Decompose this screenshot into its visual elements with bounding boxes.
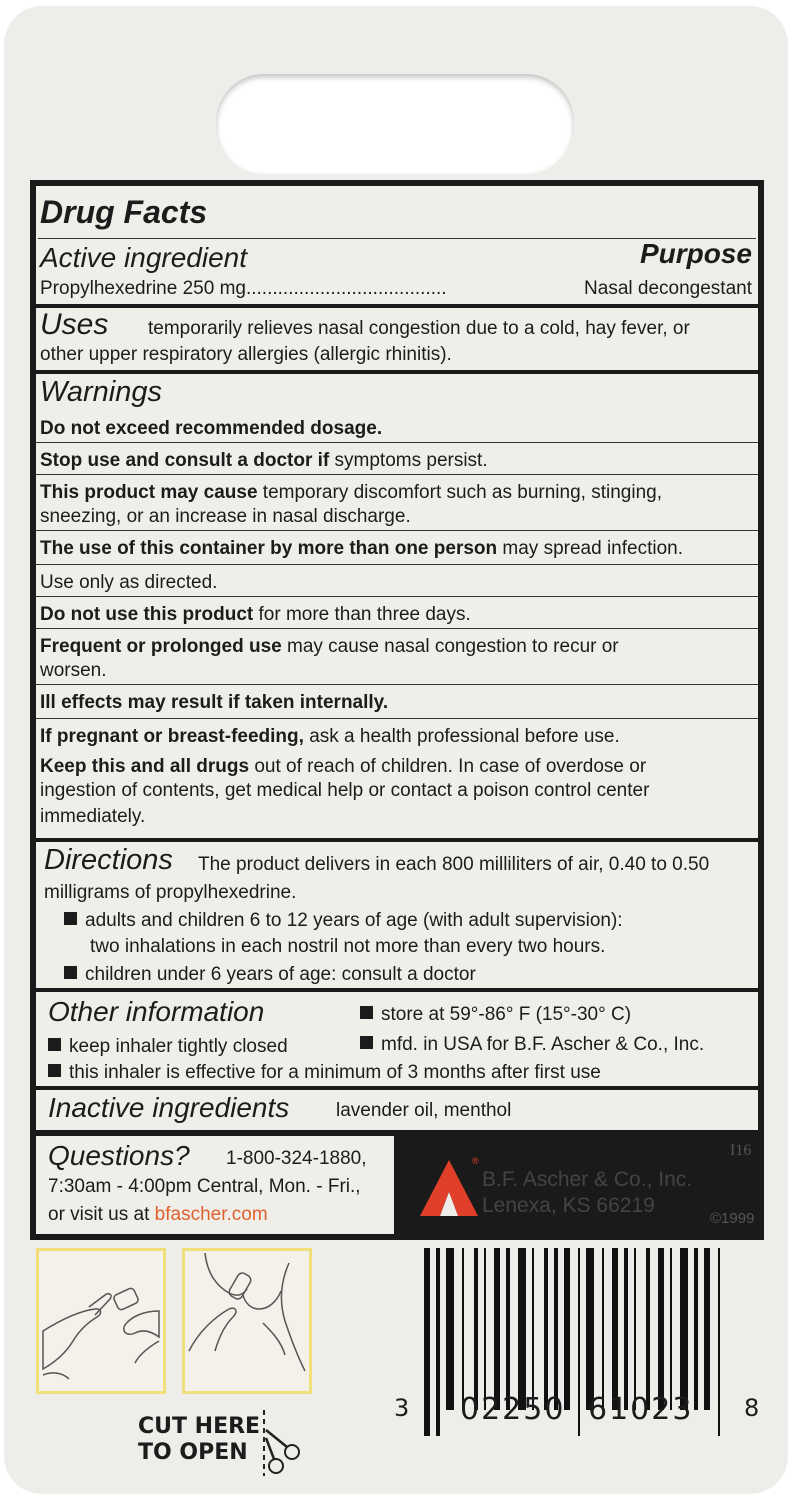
mfd-info [360, 1034, 704, 1056]
barcode-bar [484, 1248, 486, 1410]
barcode-bar [554, 1248, 558, 1410]
hand-cap-icon [39, 1251, 163, 1391]
warning-rule [36, 718, 758, 719]
barcode-bar [494, 1248, 500, 1410]
uses-heading: Uses [40, 308, 109, 341]
directions-line-1: The product delivers in each 800 milliliters of air, 0.40 to 0.50 [198, 854, 710, 875]
warning-3-line-2: sneezing, or an increase in nasal discharge. [40, 506, 411, 527]
barcode-bar [602, 1248, 604, 1410]
warning-1: Do not exceed recommended dosage. [40, 418, 383, 439]
barcode-bar [624, 1248, 628, 1410]
company-name: B.F. Ascher & Co., Inc. [482, 1168, 693, 1191]
other-information-section [36, 992, 758, 1086]
drug-facts-title: Drug Facts [40, 194, 208, 230]
barcode-digits-left: 02250 [460, 1392, 566, 1427]
warning-2-rest: symptoms persist. [329, 450, 488, 471]
questions-hours: 7:30am - 4:00pm Central, Mon. - Fri., [48, 1176, 361, 1197]
questions-phone: 1-800-324-1880, [226, 1148, 367, 1169]
barcode-bar [586, 1248, 594, 1410]
scissors-icon [254, 1410, 304, 1476]
warning-7-line-2: worsen. [40, 660, 107, 681]
inhaler-use-illustration [182, 1248, 312, 1394]
barcode-bar [518, 1248, 526, 1410]
barcode-bar [694, 1248, 698, 1410]
drug-facts-header [36, 186, 758, 304]
directions-heading: Directions [44, 844, 173, 876]
directions-bullet-1-text: adults and children 6 to 12 years of age (with adult supervision): [85, 910, 623, 931]
visit-text: or visit us at [48, 1204, 150, 1225]
company-logo-icon [418, 1158, 480, 1220]
inactive-ingredients-section [36, 1090, 758, 1130]
warning-rule [36, 564, 758, 565]
keep-closed-text: keep inhaler tightly closed [69, 1036, 288, 1057]
cut-here-line-1: CUT HERE [138, 1414, 261, 1439]
warning-9 [40, 726, 620, 748]
warning-4-bold: The use of this container by more than one person [40, 538, 498, 559]
cut-here-line-2: TO OPEN [138, 1440, 248, 1465]
uses-section [36, 308, 758, 370]
warning-rule [36, 530, 758, 531]
barcode-bar [544, 1248, 548, 1410]
bullet-square [48, 1064, 61, 1077]
warning-rule [36, 628, 758, 629]
barcode-bar [612, 1248, 618, 1410]
warning-8: Ill effects may result if taken internally. [40, 692, 389, 713]
barcode-bar [506, 1248, 510, 1410]
barcode-bar [564, 1248, 570, 1410]
registered-mark: ® [472, 1156, 479, 1166]
warning-4 [40, 538, 683, 560]
store-info [360, 1004, 631, 1026]
warning-7-bold: Frequent or prolonged use [40, 636, 282, 657]
company-address: Lenexa, KS 66219 [482, 1194, 655, 1217]
warning-10-line-3: immediately. [40, 806, 146, 827]
barcode-bar [578, 1248, 580, 1436]
barcode-digits-right: 61023 [588, 1392, 694, 1427]
effective-text: this inhaler is effective for a minimum of 3 months after first use [69, 1062, 601, 1083]
warning-6 [40, 604, 471, 626]
warning-10 [40, 756, 646, 778]
hand-remove-cap-illustration [36, 1248, 166, 1394]
warning-rule [36, 596, 758, 597]
hang-hole [216, 74, 574, 174]
warning-9-rest: ask a health professional before use. [303, 726, 620, 747]
warning-7-rest: may cause nasal congestion to recur or [281, 636, 619, 657]
warning-4-rest: may spread infection. [497, 538, 683, 559]
barcode-bar [446, 1248, 454, 1410]
warning-3 [40, 482, 662, 504]
warning-7 [40, 636, 619, 658]
questions-section [36, 1136, 394, 1234]
ingredient-name: Propylhexedrine 250 mg [40, 278, 246, 299]
directions-line-2: milligrams of propylhexedrine. [44, 882, 297, 903]
uses-line-2: other upper respiratory allergies (allergic rhinitis). [40, 344, 452, 365]
warning-rule [36, 684, 758, 685]
barcode-digit-check: 8 [744, 1394, 762, 1422]
barcode-bar [474, 1248, 478, 1410]
directions-bullet-1 [64, 910, 623, 932]
barcode-bar [462, 1248, 464, 1410]
warning-rule [36, 442, 758, 443]
bullet-square [360, 1006, 373, 1019]
bullet-square [360, 1036, 373, 1049]
barcode-bar [532, 1248, 534, 1410]
warning-9-bold: If pregnant or breast-feeding, [40, 726, 304, 747]
directions-bullet-1-line-2: two inhalations in each nostril not more than every two hours. [90, 936, 606, 957]
warning-rule [36, 474, 758, 475]
directions-bullet-2 [64, 964, 476, 986]
warning-6-rest: for more than three days. [253, 604, 471, 625]
barcode-bar [718, 1248, 720, 1436]
warning-5: Use only as directed. [40, 572, 218, 593]
directions-bullet-2-text: children under 6 years of age: consult a doctor [85, 964, 476, 985]
directions-section [36, 842, 758, 988]
copyright: ©1999 [710, 1210, 755, 1227]
warning-6-bold: Do not use this product [40, 604, 254, 625]
inactive-ingredients-heading: Inactive ingredients [48, 1092, 290, 1123]
active-ingredient-row [40, 278, 447, 300]
purpose-heading: Purpose [639, 238, 752, 269]
other-information-heading: Other information [48, 996, 265, 1027]
drug-facts-panel [30, 180, 764, 1240]
barcode-bar [424, 1248, 430, 1436]
warning-3-bold: This product may cause [40, 482, 258, 503]
warning-10-bold: Keep this and all drugs [40, 756, 250, 777]
bullet-square [64, 912, 77, 925]
warning-3-rest: temporary discomfort such as burning, stinging, [257, 482, 662, 503]
barcode-bar [680, 1248, 688, 1410]
uses-line-1: temporarily relieves nasal congestion due to a cold, hay fever, or [148, 318, 690, 339]
questions-visit [48, 1204, 268, 1226]
website-link[interactable]: bfascher.com [154, 1204, 268, 1225]
print-code: I16 [730, 1142, 752, 1159]
effective-info [48, 1062, 601, 1084]
warnings-section [36, 374, 758, 838]
warning-10-rest: out of reach of children. In case of overdose or [249, 756, 647, 777]
barcode-bar [670, 1248, 672, 1410]
warning-2-bold: Stop use and consult a doctor if [40, 450, 330, 471]
barcode-digit-lead: 3 [394, 1394, 412, 1422]
warning-2 [40, 450, 488, 472]
store-info-text: store at 59°-86° F (15°-30° C) [381, 1004, 632, 1025]
warning-10-line-2: ingestion of contents, get medical help or contact a poison control center [40, 780, 650, 801]
barcode-bar [704, 1248, 710, 1410]
active-ingredient-heading: Active ingredient [40, 242, 248, 273]
questions-heading: Questions? [48, 1140, 190, 1171]
warnings-heading: Warnings [40, 376, 162, 408]
barcode-bar [658, 1248, 664, 1410]
bullet-square [64, 966, 77, 979]
face-inhaler-icon [185, 1251, 309, 1391]
bullet-square [48, 1038, 61, 1051]
barcode-bar [436, 1248, 440, 1436]
purpose-value: Nasal decongestant [584, 278, 752, 299]
mfd-text: mfd. in USA for B.F. Ascher & Co., Inc. [381, 1034, 705, 1055]
barcode-bar [646, 1248, 650, 1410]
leader-dots: ...................................... [245, 278, 447, 299]
keep-closed-info [48, 1036, 288, 1058]
barcode-bar [634, 1248, 636, 1410]
inactive-ingredients-text: lavender oil, menthol [336, 1100, 512, 1121]
